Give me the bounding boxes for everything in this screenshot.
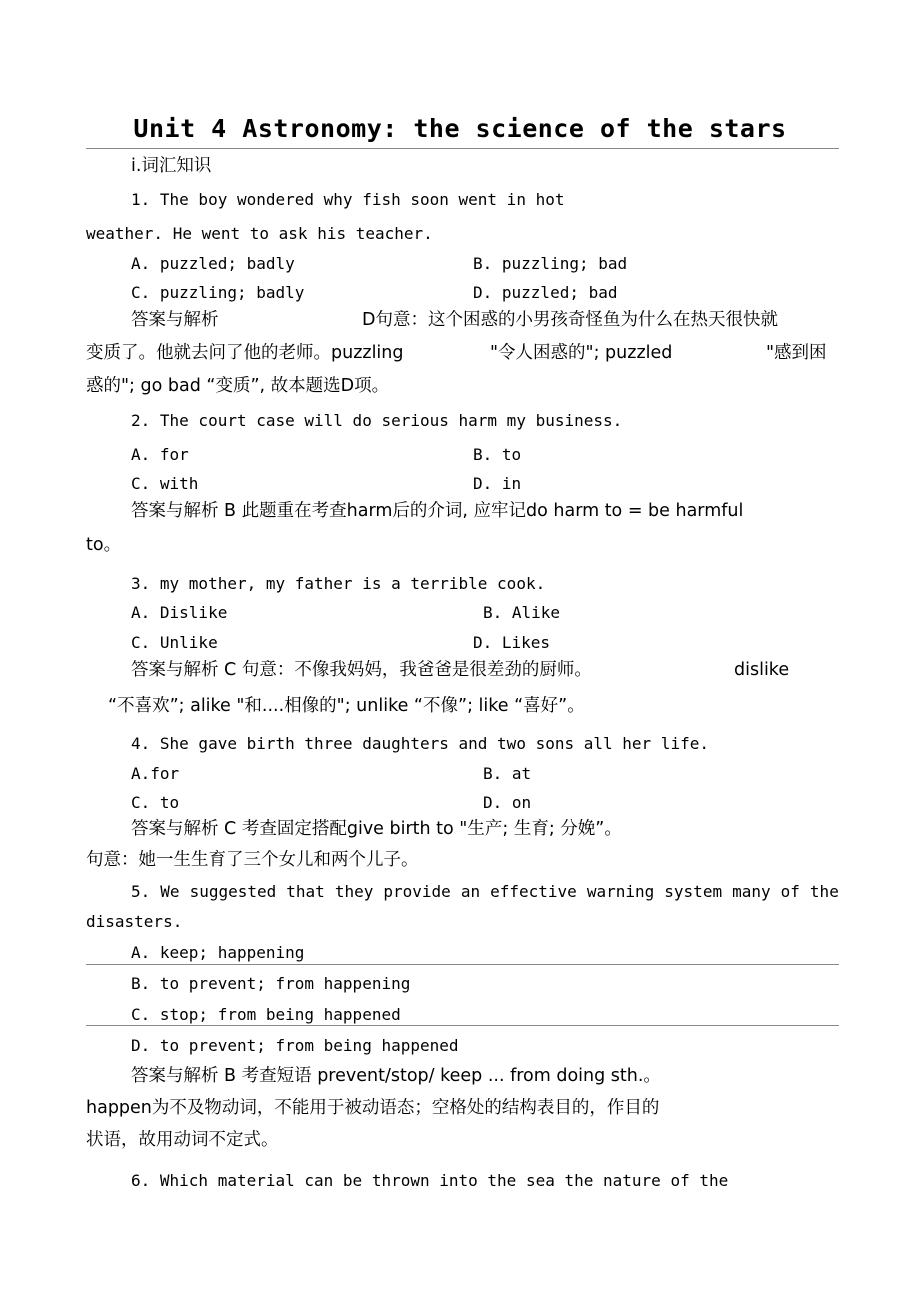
q2-option-d: D. in	[473, 474, 522, 493]
q5-word: they	[334, 882, 374, 901]
q5-option-c: C. stop; from being happened	[131, 1005, 401, 1024]
q1-option-d: D. puzzled; bad	[473, 283, 618, 302]
divider	[86, 964, 839, 965]
q1-answer-line2b: "令人困惑的"; puzzled	[490, 343, 673, 363]
q3-answer-line1a: 答案与解析 C 句意：不像我妈妈，我爸爸是很差劲的厨师。	[131, 660, 592, 680]
section-heading: ⅰ.词汇知识	[131, 156, 212, 176]
q1-option-a: A. puzzled; badly	[131, 254, 295, 273]
q5-word: We	[160, 882, 180, 901]
q2-option-c: C. with	[131, 474, 199, 493]
q2-stem: 2. The court case will do serious harm my business.	[131, 411, 623, 430]
q5-answer-line3: 状语，故用动词不定式。	[86, 1130, 279, 1150]
q2-option-b: B. to	[473, 445, 522, 464]
page-title: Unit 4 Astronomy: the science of the stars	[133, 114, 787, 143]
q2-answer-line1: 答案与解析 B 此题重在考查harm后的介词, 应牢记do harm to = be harmful	[131, 501, 744, 521]
q5-answer-line1: 答案与解析 B 考查短语 prevent/stop/ keep ... from doing sth.。	[131, 1066, 661, 1086]
title-underline	[86, 148, 839, 149]
q5-option-d: D. to prevent; from being happened	[131, 1036, 459, 1055]
q3-answer-line2: “不喜欢”; alike "和....相像的"; unlike “不像”; like “喜好”。	[108, 696, 585, 716]
q3-option-b: B. Alike	[483, 603, 561, 622]
q4-stem: 4. She gave birth three daughters and two sons all her life.	[131, 734, 709, 753]
q5-word: an	[460, 882, 481, 901]
q1-answer-line2c: "感到困	[766, 343, 827, 363]
q1-option-b: B. puzzling; bad	[473, 254, 628, 273]
q5-word: warning	[586, 882, 655, 901]
q5-word: provide	[383, 882, 451, 901]
q3-option-a: A. Dislike	[131, 603, 228, 622]
q5-word: effective	[490, 882, 577, 901]
q1-option-c: C. puzzling; badly	[131, 283, 305, 302]
q1-answer-line3: 惑的"; go bad “变质”, 故本题选D项。	[86, 376, 390, 396]
q5-word: many	[732, 882, 771, 901]
q3-option-d: D. Likes	[473, 633, 551, 652]
q1-stem-cont: weather. He went to ask his teacher.	[86, 224, 433, 243]
q1-stem: 1. The boy wondered why fish soon went in hot	[131, 190, 565, 209]
q5-stem	[131, 882, 839, 902]
q4-option-b: B. at	[483, 764, 532, 783]
q5-word: 5.	[131, 882, 151, 901]
q5-word: system	[664, 882, 723, 901]
q5-word: the	[809, 882, 839, 901]
q4-answer-line1: 答案与解析 C 考查固定搭配give birth to "生产; 生育; 分娩”。	[131, 819, 622, 839]
q5-option-b: B. to prevent; from happening	[131, 974, 411, 993]
q5-word: that	[286, 882, 325, 901]
q4-option-c: C. to	[131, 793, 180, 812]
q1-answer-line1: D句意：这个困惑的小男孩奇怪鱼为什么在热天很快就	[362, 310, 778, 330]
q6-stem: 6. Which material can be thrown into the sea the nature of the	[131, 1171, 729, 1190]
q5-stem-cont: disasters.	[86, 912, 183, 931]
q5-word: suggested	[189, 882, 277, 901]
q5-word: of	[780, 882, 800, 901]
q4-option-d: D. on	[483, 793, 532, 812]
q3-answer-line1b: dislike	[734, 660, 790, 680]
q2-option-a: A. for	[131, 445, 189, 464]
q4-option-a: A.for	[131, 764, 180, 783]
q3-stem: 3. my mother, my father is a terrible cook.	[131, 574, 546, 593]
q1-answer-label: 答案与解析	[131, 310, 219, 330]
divider	[86, 1025, 839, 1026]
q1-answer-line2a: 变质了。他就去问了他的老师。puzzling	[86, 343, 404, 363]
q4-answer-line2: 句意：她一生生育了三个女儿和两个儿子。	[86, 850, 419, 870]
q5-option-a: A. keep; happening	[131, 943, 305, 962]
q5-answer-line2: happen为不及物动词，不能用于被动语态；空格处的结构表目的，作目的	[86, 1098, 660, 1118]
q2-answer-line2: to。	[86, 535, 122, 555]
q3-option-c: C. Unlike	[131, 633, 218, 652]
